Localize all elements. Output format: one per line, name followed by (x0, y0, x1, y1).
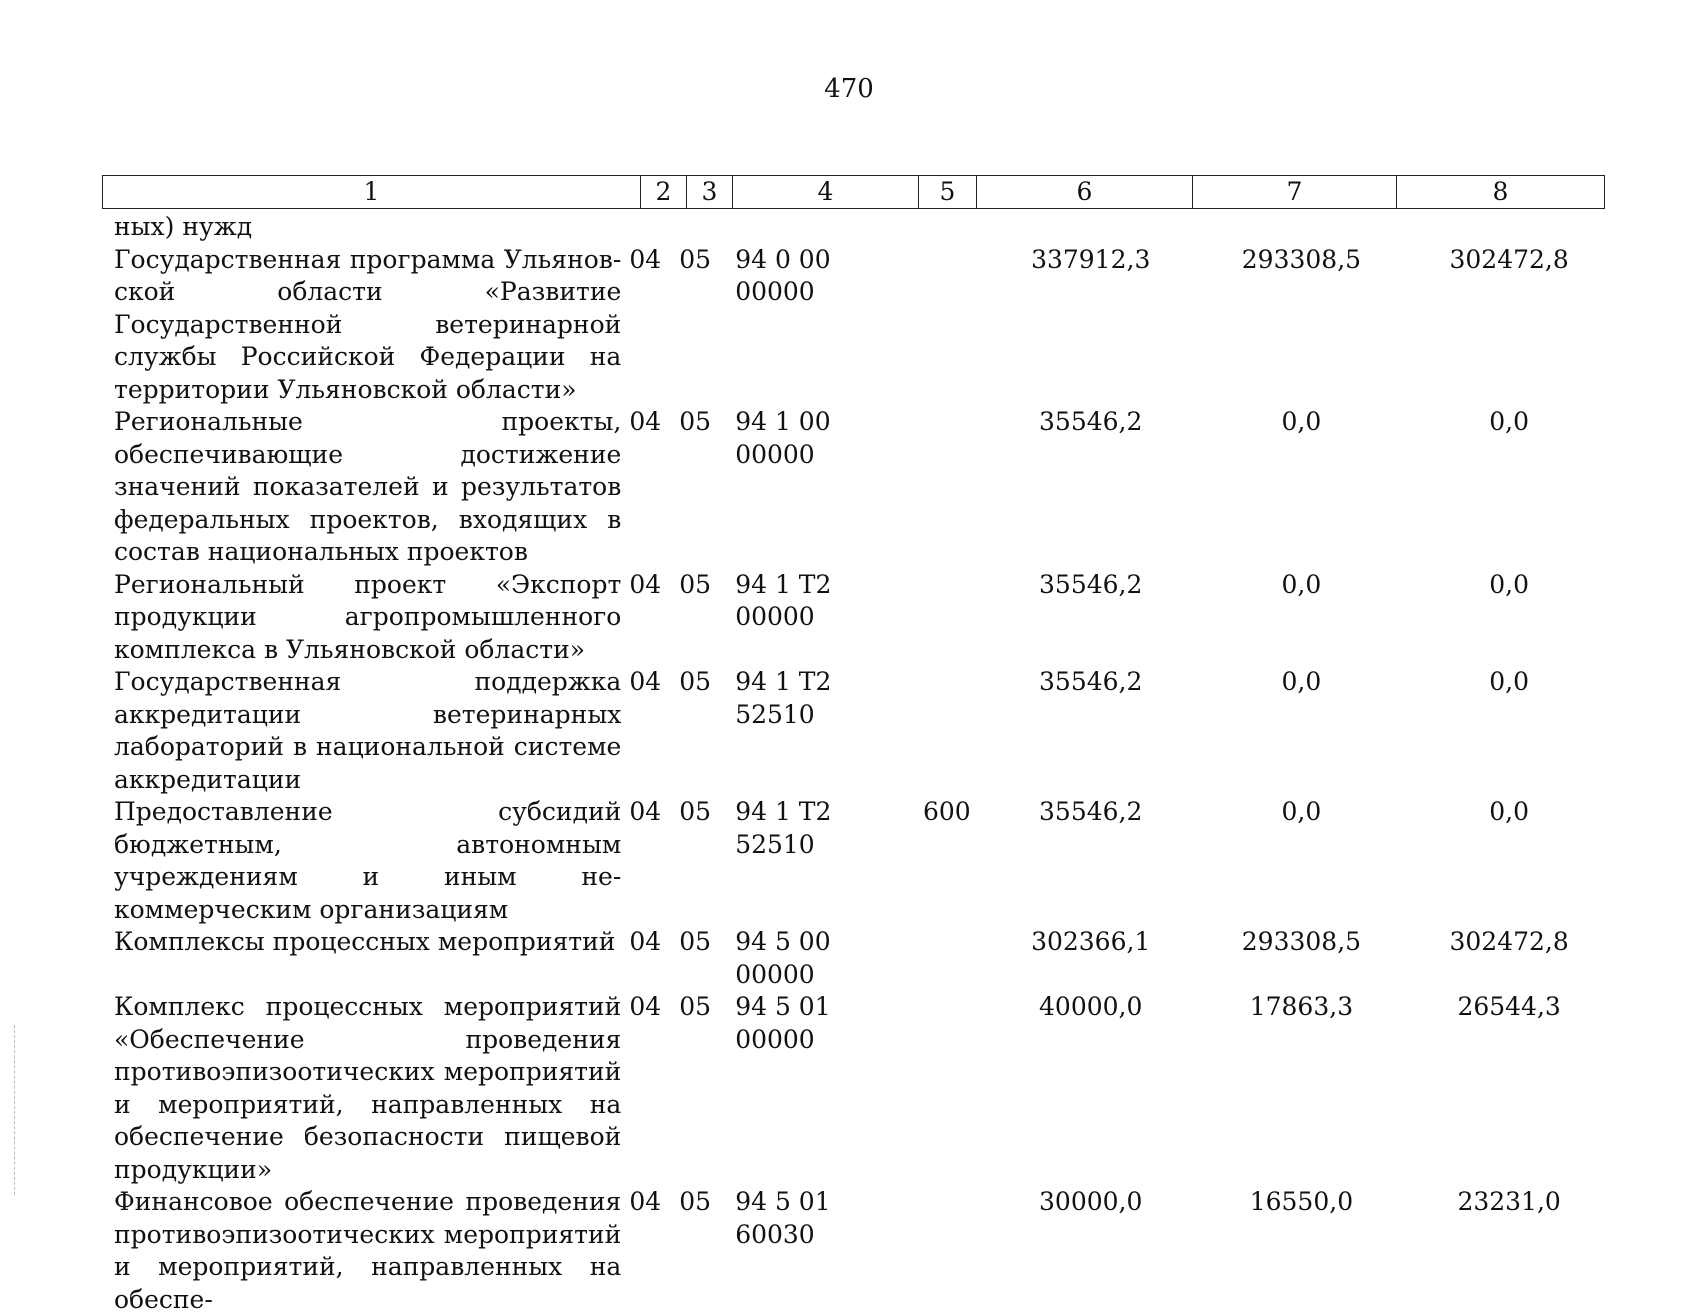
expense-type-code (915, 1186, 983, 1316)
amount-col-6: 40000,0 (1039, 992, 1143, 1021)
budget-table-body (114, 211, 1614, 1316)
target-article-code: 94 5 01 00000 (735, 992, 831, 1054)
section-code (621, 211, 675, 244)
row-name: Финансовое обеспечение проведения противоэпизоотических мероприятий и мероприятий, направленных на обеспе- (114, 1187, 622, 1314)
expense-type-code: 600 (922, 797, 971, 826)
target-article-code: 94 5 00 00000 (735, 927, 831, 989)
target-article-code: 94 1 Т2 52510 (735, 797, 832, 859)
section-code: 04 (629, 992, 662, 1021)
table-row (114, 406, 1614, 569)
amount-col-8: 0,0 (1489, 667, 1530, 696)
amount-col-6: 35546,2 (1039, 569, 1143, 599)
target-article-code: 94 5 01 60030 (735, 1187, 831, 1249)
target-article-code: 94 1 Т2 00000 (735, 569, 832, 631)
expense-type-code (915, 244, 983, 407)
amount-col-8: 0,0 (1489, 569, 1530, 599)
amount-col-6: 337912,3 (1031, 244, 1151, 274)
amount-col-8: 302472,8 (1449, 244, 1569, 274)
subsection-code: 05 (679, 407, 712, 436)
expense-type-code (915, 926, 983, 991)
target-article-code (727, 211, 915, 244)
column-header: 8 (1397, 176, 1605, 209)
scan-margin-marks (14, 1025, 45, 1195)
amount-col-6: 302366,1 (1031, 927, 1151, 956)
table-row (114, 211, 1614, 244)
section-code: 04 (629, 797, 662, 826)
amount-col-7: 0,0 (1281, 797, 1322, 826)
table-row (114, 666, 1614, 796)
section-code: 04 (629, 927, 662, 956)
row-name: Государственная поддержка аккредитации ветеринарных лабораторий в национальной системе аккредитации (114, 667, 622, 794)
column-header: 2 (641, 176, 687, 209)
column-header-table (102, 175, 1605, 209)
table-row (114, 1186, 1614, 1316)
amount-col-6: 35546,2 (1039, 407, 1143, 436)
amount-col-7: 16550,0 (1249, 1187, 1354, 1216)
expense-type-code (915, 666, 983, 796)
amount-col-7: 0,0 (1281, 569, 1322, 599)
amount-col-6 (983, 211, 1199, 244)
expense-type-code (915, 991, 983, 1186)
page-number: 470 (824, 74, 874, 104)
table-row (114, 991, 1614, 1186)
amount-col-8: 0,0 (1489, 797, 1530, 826)
column-header: 7 (1193, 176, 1397, 209)
subsection-code: 05 (679, 244, 712, 274)
row-name: Предоставление субсидий бюджетным, автономным учреждениям и иным некоммерческим организациям (114, 797, 622, 924)
target-article-code: 94 1 Т2 52510 (735, 667, 832, 729)
amount-col-8 (1404, 211, 1614, 244)
column-header: 5 (919, 176, 977, 209)
section-code: 04 (629, 407, 662, 436)
column-header-row (103, 176, 1605, 209)
amount-col-8: 26544,3 (1457, 992, 1561, 1021)
subsection-code: 05 (679, 927, 712, 956)
table-row (114, 569, 1614, 667)
amount-col-6: 30000,0 (1039, 1187, 1143, 1216)
column-header: 3 (687, 176, 733, 209)
amount-col-7: 17863,3 (1249, 992, 1354, 1021)
row-name: Региональный проект «Экспорт продукции агропромышленного комплекса в Ульяновской области» (114, 569, 622, 664)
row-name: Комплексы процессных мероприятий (114, 927, 616, 956)
subsection-code: 05 (679, 569, 712, 599)
amount-col-6: 35546,2 (1039, 797, 1143, 826)
expense-type-code (915, 406, 983, 569)
amount-col-6: 35546,2 (1039, 667, 1143, 696)
section-code: 04 (629, 667, 662, 696)
target-article-code: 94 0 00 00000 (735, 244, 831, 306)
table-row (114, 926, 1614, 991)
table-row (114, 796, 1614, 926)
column-header: 6 (977, 176, 1193, 209)
subsection-code: 05 (679, 667, 712, 696)
row-name: Государственная программа Ульяновской области «Развитие Государственной ветеринарной службы Российской Федерации на территории Ульяновской области» (114, 244, 622, 404)
amount-col-8: 0,0 (1489, 407, 1530, 436)
subsection-code: 05 (679, 797, 712, 826)
expense-type-code (915, 211, 983, 244)
amount-col-7: 0,0 (1281, 407, 1322, 436)
amount-col-8: 302472,8 (1449, 927, 1569, 956)
amount-col-7 (1199, 211, 1405, 244)
amount-col-7: 0,0 (1281, 667, 1322, 696)
row-name: Региональные проекты, обеспечивающие достижение значений показателей и результатов федеральных проектов, входящих в состав национальных проектов (114, 407, 622, 566)
amount-col-8: 23231,0 (1457, 1187, 1561, 1216)
target-article-code: 94 1 00 00000 (735, 407, 831, 469)
table-row (114, 244, 1614, 407)
amount-col-7: 293308,5 (1241, 244, 1362, 274)
amount-col-7: 293308,5 (1241, 927, 1362, 956)
section-code: 04 (629, 244, 662, 274)
subsection-code: 05 (679, 1187, 712, 1216)
column-header: 4 (733, 176, 919, 209)
subsection-code: 05 (679, 992, 712, 1021)
subsection-code (675, 211, 727, 244)
row-name: ных) нужд (114, 212, 253, 241)
expense-type-code (915, 569, 983, 667)
section-code: 04 (629, 569, 662, 599)
row-name: Комплекс процессных мероприятий «Обеспечение проведения противоэпизоотических мероприятий и мероприятий, направленных на обеспечение безопасности пищевой продукции» (114, 992, 622, 1184)
column-header: 1 (103, 176, 641, 209)
section-code: 04 (629, 1187, 662, 1216)
